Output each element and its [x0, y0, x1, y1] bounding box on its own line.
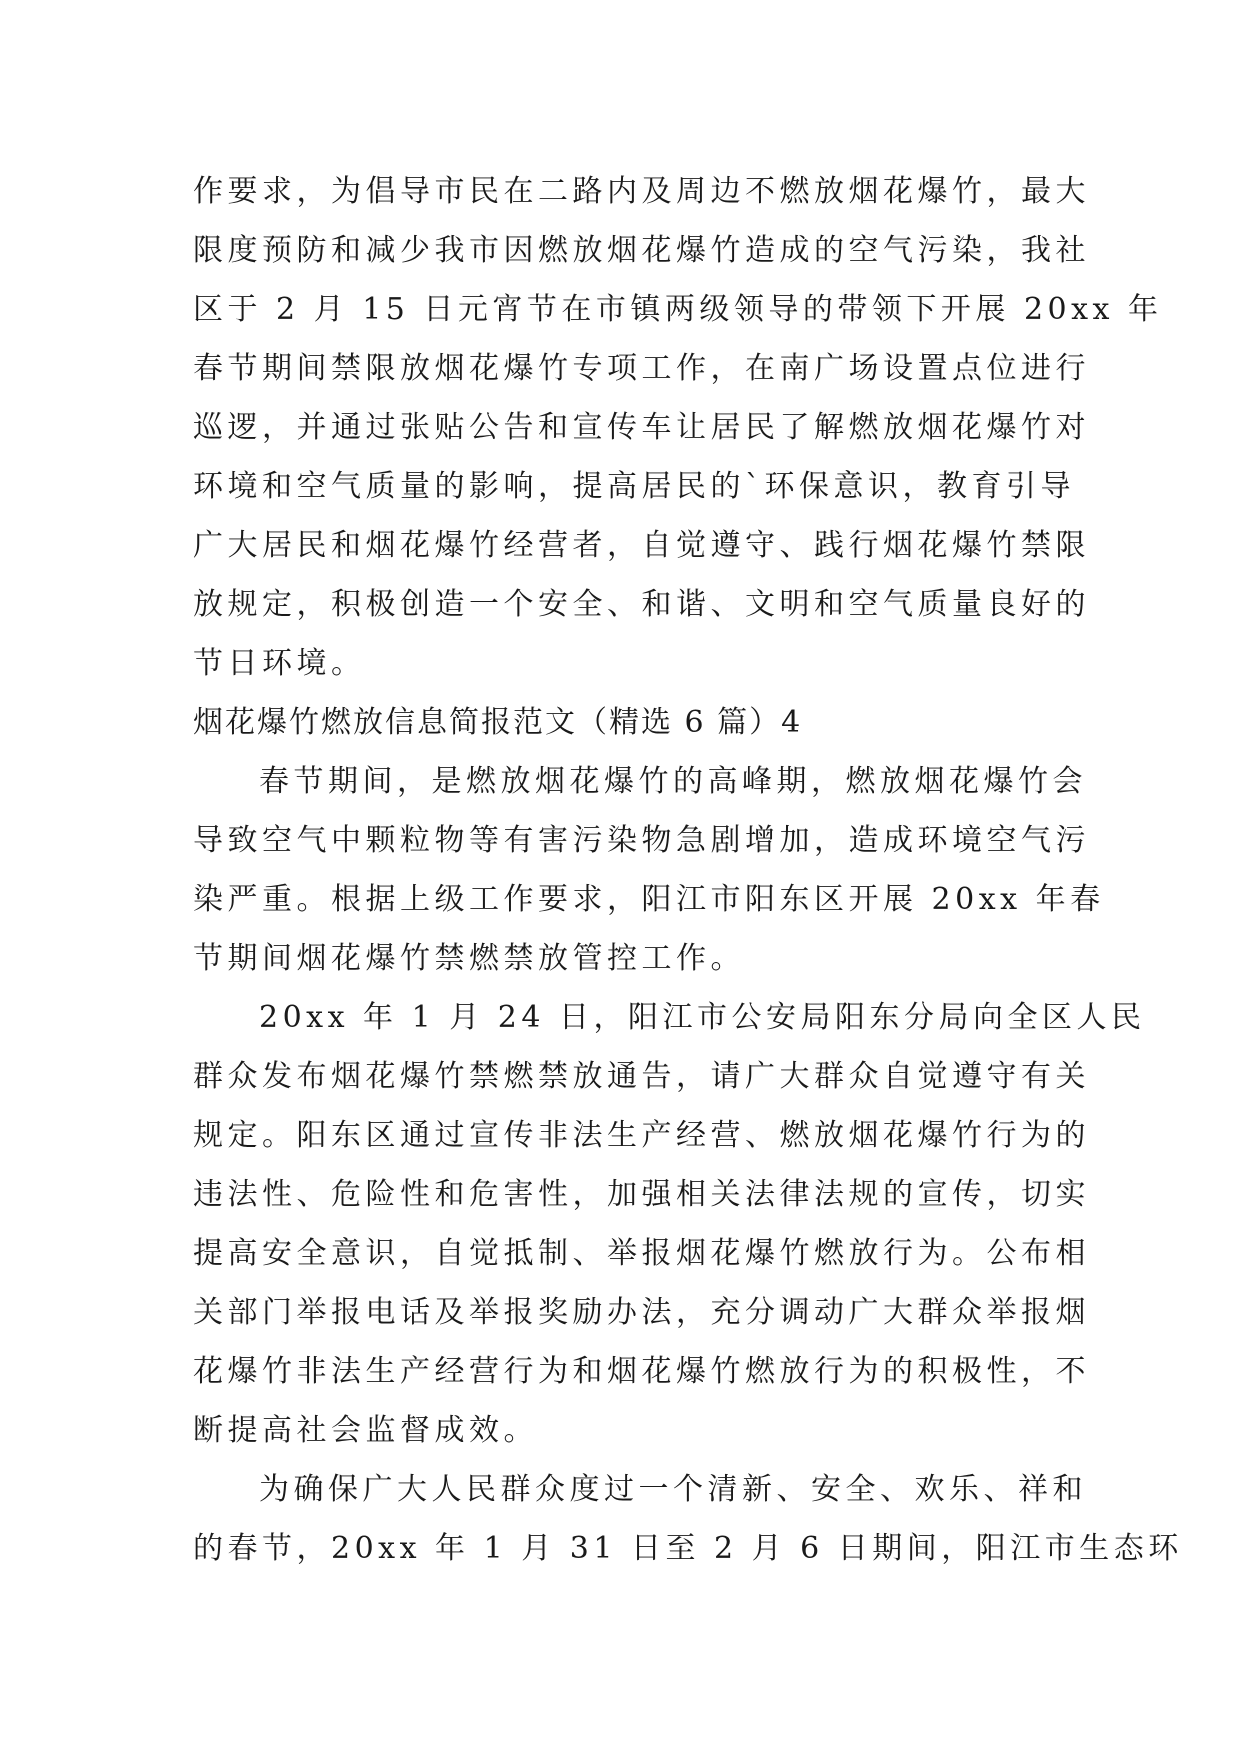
text-line: 违法性、危险性和危害性，加强相关法律法规的宣传，切实 [193, 1177, 1090, 1212]
document-body [193, 162, 1183, 1578]
paragraph [193, 1460, 1183, 1578]
text-line: 20xx 年 1 月 24 日，阳江市公安局阳东分局向全区人民 [259, 1000, 1146, 1035]
paragraph [193, 988, 1146, 1460]
text-line: 春节期间禁限放烟花爆竹专项工作，在南广场设置点位进行 [193, 351, 1090, 386]
text-line: 花爆竹非法生产经营行为和烟花爆竹燃放行为的积极性，不 [193, 1354, 1090, 1389]
text-line: 规定。阳东区通过宣传非法生产经营、燃放烟花爆竹行为的 [193, 1118, 1090, 1153]
text-line: 区于 2 月 15 日元宵节在市镇两级领导的带领下开展 20xx 年 [193, 292, 1163, 327]
text-line: 染严重。根据上级工作要求，阳江市阳东区开展 20xx 年春 [193, 882, 1105, 917]
text-line: 为确保广大人民群众度过一个清新、安全、欢乐、祥和 [259, 1472, 1087, 1507]
text-line: 环境和空气质量的影响，提高居民的`环保意识，教育引导 [193, 469, 1075, 504]
text-line: 春节期间，是燃放烟花爆竹的高峰期，燃放烟花爆竹会 [259, 764, 1087, 799]
text-line: 的春节，20xx 年 1 月 31 日至 2 月 6 日期间，阳江市生态环 [193, 1531, 1183, 1566]
text-line: 巡逻，并通过张贴公告和宣传车让居民了解燃放烟花爆竹对 [193, 410, 1090, 445]
paragraph [193, 752, 1105, 988]
text-line: 放规定，积极创造一个安全、和谐、文明和空气质量良好的 [193, 587, 1090, 622]
text-line: 节日环境。 [193, 646, 366, 681]
text-line: 断提高社会监督成效。 [193, 1413, 538, 1448]
text-line: 限度预防和减少我市因燃放烟花爆竹造成的空气污染，我社 [193, 233, 1090, 268]
paragraph [193, 162, 1163, 693]
text-line: 关部门举报电话及举报奖励办法，充分调动广大群众举报烟 [193, 1295, 1090, 1330]
text-line: 节期间烟花爆竹禁燃禁放管控工作。 [193, 941, 745, 976]
text-line: 作要求，为倡导市民在二路内及周边不燃放烟花爆竹，最大 [193, 174, 1090, 209]
section-heading: 烟花爆竹燃放信息简报范文（精选 6 篇）4 [193, 705, 803, 740]
text-line: 群众发布烟花爆竹禁燃禁放通告，请广大群众自觉遵守有关 [193, 1059, 1090, 1094]
text-line: 广大居民和烟花爆竹经营者，自觉遵守、践行烟花爆竹禁限 [193, 528, 1090, 563]
text-line: 提高安全意识，自觉抵制、举报烟花爆竹燃放行为。公布相 [193, 1236, 1090, 1271]
text-line: 导致空气中颗粒物等有害污染物急剧增加，造成环境空气污 [193, 823, 1090, 858]
